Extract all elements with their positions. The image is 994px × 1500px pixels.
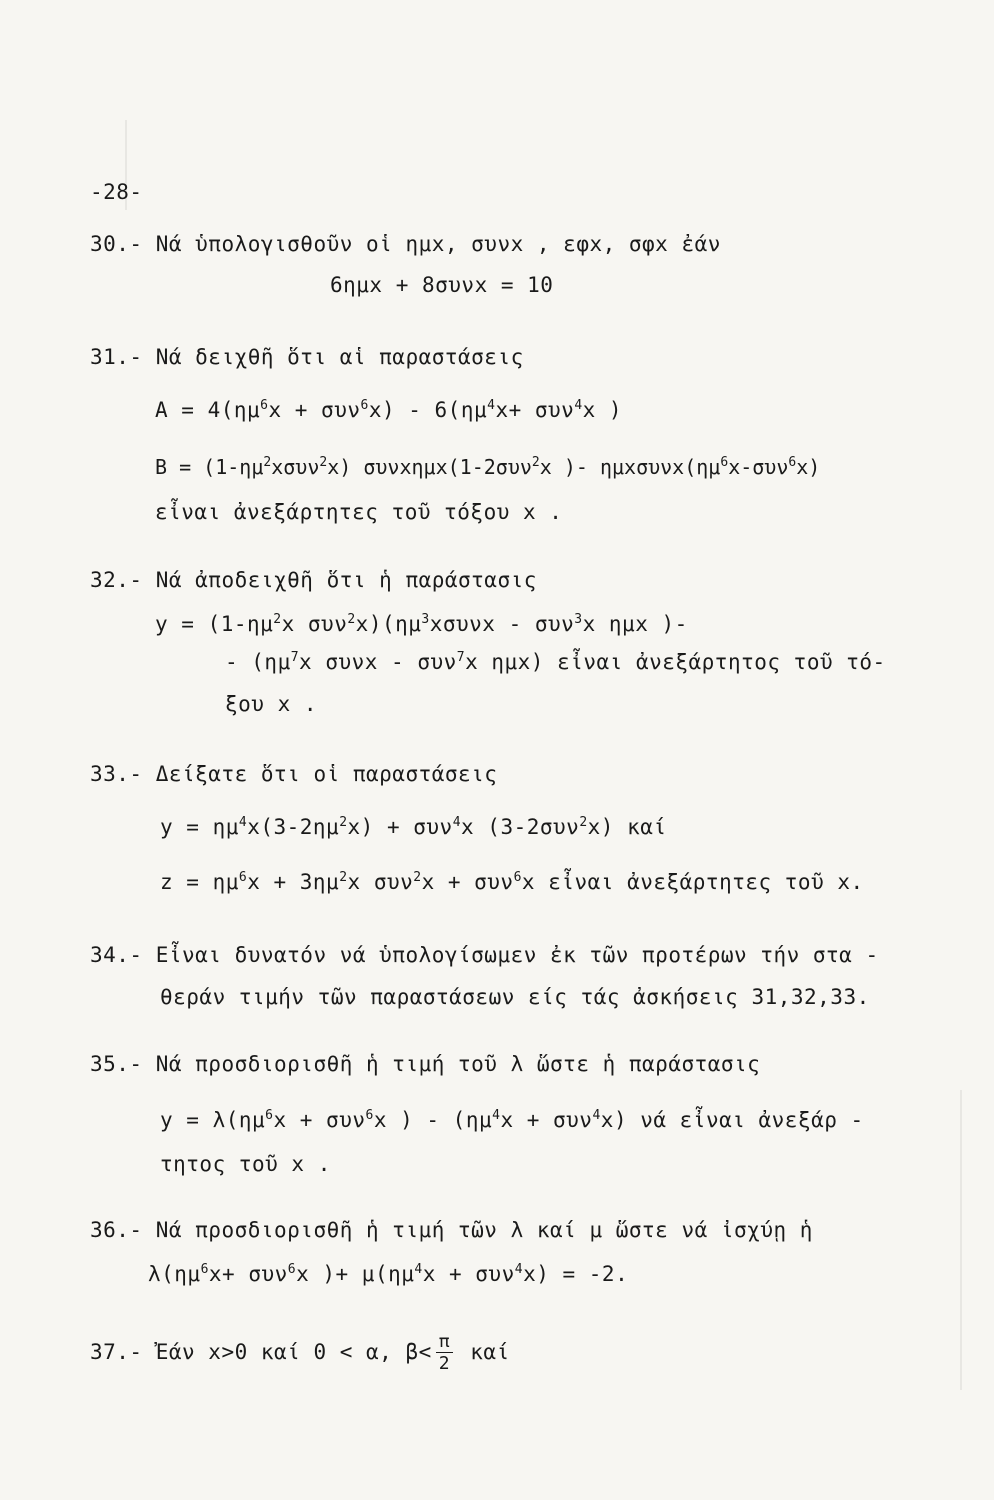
exercise-32-line-1 bbox=[90, 568, 537, 592]
expr-text: x) νά εἶναι ἀνεξάρ - bbox=[600, 1108, 864, 1132]
expr-text: xσυν bbox=[271, 455, 320, 479]
exercise-35-number: 35.- bbox=[90, 1052, 143, 1076]
exercise-31-line-1 bbox=[90, 345, 524, 369]
exponent: 2 bbox=[319, 455, 328, 470]
exponent: 2 bbox=[263, 455, 272, 470]
expr-text: x ) - (ημ bbox=[373, 1108, 493, 1132]
exercise-34-line-2: θεράν τιμήν τῶν παραστάσεων είς τάς ἀσκήσεις 31,32,33. bbox=[160, 985, 870, 1009]
exponent: 4 bbox=[414, 1262, 423, 1277]
exercise-36-number: 36.- bbox=[90, 1218, 143, 1242]
exercise-34-text: Εἶναι δυνατόν νά ὑπολογίσωμεν ἐκ τῶν προτέρων τήν στα - bbox=[155, 943, 879, 967]
fraction-denominator: 2 bbox=[438, 1353, 451, 1374]
exponent: 6 bbox=[513, 870, 522, 885]
expr-text: x) + συν bbox=[347, 815, 453, 839]
exercise-32-text: Νά ἀποδειχθῆ ὅτι ἡ παράστασις bbox=[155, 568, 537, 592]
exercise-30-text: Νά ὑπολογισθοῦν οἱ ημx, συνx , εφx, σφx ἐάν bbox=[155, 232, 721, 256]
exponent: 3 bbox=[574, 612, 583, 627]
exercise-33-expression-z bbox=[160, 870, 864, 894]
exercise-32-conclusion: ξου x . bbox=[225, 692, 318, 716]
expr-text: x )- ημxσυνx(ημ bbox=[539, 455, 721, 479]
expr-text: y = ημ bbox=[160, 815, 239, 839]
exercise-35-line-3: τητος τοῦ x . bbox=[160, 1152, 331, 1176]
expr-text: x) = -2. bbox=[523, 1262, 629, 1286]
exponent: 2 bbox=[273, 612, 282, 627]
exponent: 2 bbox=[413, 870, 422, 885]
exercise-30-number: 30.- bbox=[90, 232, 143, 256]
expr-text: y = (1-ημ bbox=[155, 612, 274, 636]
exercise-34-line-1 bbox=[90, 943, 879, 967]
exercise-35-line-1 bbox=[90, 1052, 760, 1076]
exercise-37-number: 37.- bbox=[90, 1340, 143, 1364]
exercise-31-expression-a bbox=[155, 398, 622, 422]
expr-text: λ(ημ bbox=[148, 1262, 201, 1286]
exponent: 4 bbox=[238, 815, 248, 830]
exponent: 2 bbox=[579, 815, 588, 830]
expr-text: x) - 6(ημ bbox=[368, 398, 488, 422]
exercise-31-text: Νά δειχθῆ ὅτι αἱ παραστάσεις bbox=[155, 345, 524, 369]
expr-text: x+ συν bbox=[208, 1262, 288, 1286]
expr-text: x + 3ημ bbox=[247, 870, 340, 894]
expr-text: x + συν bbox=[421, 870, 514, 894]
exponent: 4 bbox=[452, 815, 462, 830]
exponent: 2 bbox=[339, 870, 348, 885]
expr-text: x + συν bbox=[268, 398, 361, 422]
expr-text: z = ημ bbox=[160, 870, 239, 894]
exponent: 6 bbox=[788, 455, 797, 470]
expr-text: x) bbox=[796, 455, 821, 479]
exercise-37-line-1 bbox=[90, 1333, 510, 1373]
exponent: 4 bbox=[492, 1108, 501, 1123]
exercise-30-line-1 bbox=[90, 232, 721, 256]
expr-text: x+ συν bbox=[495, 398, 575, 422]
expr-text: y = λ(ημ bbox=[160, 1108, 266, 1132]
exponent: 2 bbox=[347, 612, 356, 627]
exercise-34-number: 34.- bbox=[90, 943, 143, 967]
expr-text: x συν bbox=[281, 612, 348, 636]
expr-text: A = 4(ημ bbox=[155, 398, 261, 422]
fraction-numerator: π bbox=[436, 1333, 453, 1353]
exponent: 6 bbox=[720, 455, 729, 470]
exercise-31-number: 31.- bbox=[90, 345, 143, 369]
page-number: -28- bbox=[90, 180, 143, 204]
exercise-31-conclusion: εἶναι ἀνεξάρτητες τοῦ τόξου x . bbox=[155, 500, 563, 524]
exercise-32-expression-y bbox=[155, 612, 688, 636]
exponent: 4 bbox=[487, 398, 496, 413]
expr-text: xσυνx - συν bbox=[429, 612, 575, 636]
exponent: 6 bbox=[260, 398, 269, 413]
exercise-36-text: Νά προσδιορισθῆ ἡ τιμή τῶν λ καί μ ὥστε νά ἰσχύῃ ἡ bbox=[155, 1218, 813, 1242]
exponent: 6 bbox=[238, 870, 248, 885]
exponent: 7 bbox=[456, 650, 466, 665]
expr-text: x) συνxημx(1-2συν bbox=[327, 455, 532, 479]
expr-text: x(3-2ημ bbox=[247, 815, 340, 839]
expr-text: B = (1-ημ bbox=[155, 455, 264, 479]
exercise-35-text: Νά προσδιορισθῆ ἡ τιμή τοῦ λ ὥστε ἡ παράστασις bbox=[155, 1052, 761, 1076]
expr-text: x-συν bbox=[728, 455, 789, 479]
exponent: 7 bbox=[290, 650, 300, 665]
exponent: 4 bbox=[574, 398, 583, 413]
exercise-32-number: 32.- bbox=[90, 568, 143, 592]
expr-text: x)(ημ bbox=[355, 612, 422, 636]
expr-text: x εἶναι ἀνεξάρτητες τοῦ x. bbox=[521, 870, 864, 894]
expr-text: x) καί bbox=[587, 815, 667, 839]
expr-text: x + συν bbox=[500, 1108, 593, 1132]
exponent: 6 bbox=[200, 1262, 209, 1277]
exercise-35-expression-y bbox=[160, 1108, 864, 1132]
expr-text: - (ημ bbox=[225, 650, 291, 674]
exercise-32-expression-continued bbox=[225, 650, 886, 674]
exponent: 2 bbox=[531, 455, 540, 470]
exercise-31-expression-b bbox=[155, 455, 820, 479]
exercise-30-equation: 6ημx + 8συνx = 10 bbox=[330, 273, 554, 297]
exponent: 6 bbox=[360, 398, 369, 413]
scan-mark bbox=[960, 1090, 962, 1390]
exercise-33-text: Δείξατε ὅτι οἱ παραστάσεις bbox=[155, 762, 498, 786]
exercise-36-line-1 bbox=[90, 1218, 813, 1242]
exponent: 4 bbox=[514, 1262, 524, 1277]
expr-text: x συν bbox=[347, 870, 414, 894]
exercise-33-line-1 bbox=[90, 762, 497, 786]
expr-text: x )+ μ(ημ bbox=[296, 1262, 415, 1286]
expr-text: x + συν bbox=[422, 1262, 515, 1286]
expr-text: x ημx )- bbox=[582, 612, 688, 636]
exercise-37-text-end: καί bbox=[457, 1340, 510, 1364]
exercise-36-equation bbox=[148, 1262, 628, 1286]
pi-over-two-fraction bbox=[436, 1333, 453, 1373]
exercise-33-number: 33.- bbox=[90, 762, 143, 786]
exponent: 6 bbox=[287, 1262, 297, 1277]
exponent: 6 bbox=[265, 1108, 274, 1123]
expr-text: x ημx) εἶναι ἀνεξάρτητος τοῦ τό- bbox=[465, 650, 886, 674]
expr-text: x + συν bbox=[273, 1108, 366, 1132]
expr-text: x (3-2συν bbox=[461, 815, 580, 839]
exercise-33-expression-y bbox=[160, 815, 667, 839]
exponent: 6 bbox=[365, 1108, 374, 1123]
expr-text: x ) bbox=[582, 398, 623, 422]
exercise-37-text: Ἐάν x>0 καί 0 < α, β< bbox=[155, 1340, 432, 1364]
exponent: 4 bbox=[592, 1108, 601, 1123]
exponent: 2 bbox=[339, 815, 348, 830]
exponent: 3 bbox=[421, 612, 430, 627]
expr-text: x συνx - συν bbox=[299, 650, 457, 674]
